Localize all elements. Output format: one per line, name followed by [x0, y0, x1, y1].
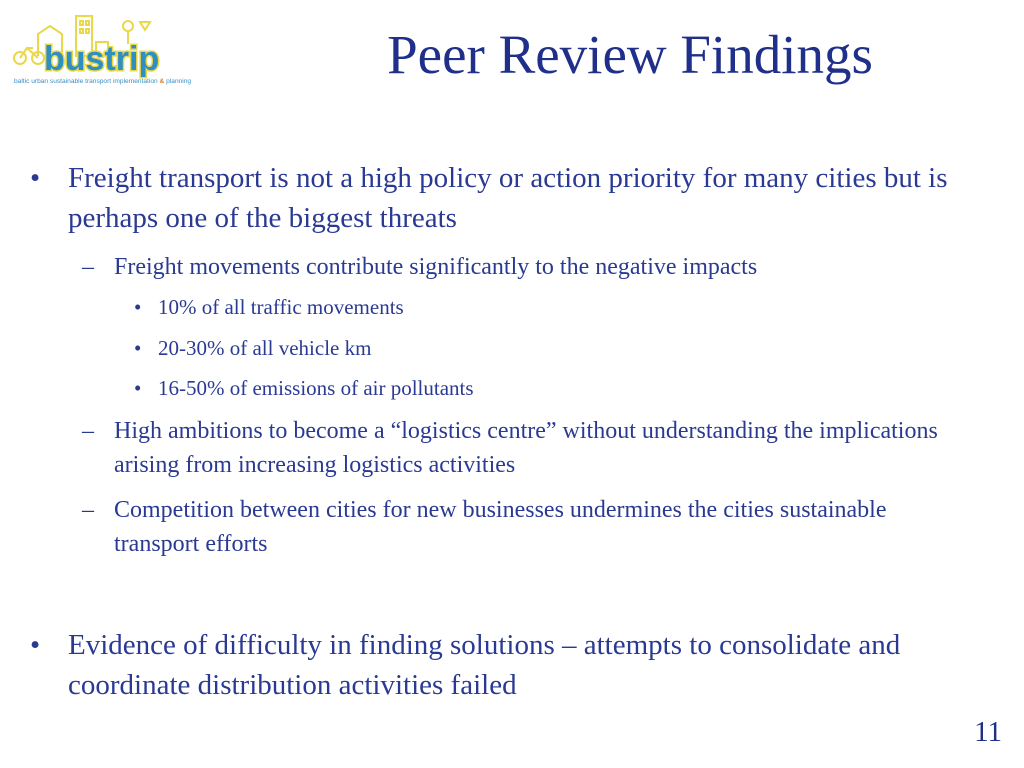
dot-marker: • [134, 336, 142, 360]
stat-text: 20-30% of all vehicle km [158, 336, 372, 360]
sub-bullet-competition [82, 493, 974, 561]
page-number: 11 [974, 716, 1002, 748]
sub-bullet-text: High ambitions to become a “logistics centre” without understanding the implications arising from increasing logistics activities [114, 418, 938, 478]
bullet-freight-priority [30, 158, 968, 238]
stat-emissions [134, 373, 958, 403]
bullet-marker: • [30, 629, 41, 661]
logo-tagline: baltic urban sustainable transport implementation & planning [14, 78, 192, 85]
stat-traffic-movements [134, 292, 958, 322]
dash-marker: – [82, 254, 94, 280]
bullet-marker: • [30, 162, 41, 194]
slide-title: Peer Review Findings [387, 24, 873, 85]
sub-bullet-logistics-centre [82, 414, 974, 482]
dot-marker: • [134, 376, 142, 400]
sub-bullet-text: Competition between cities for new businesses undermines the cities sustainable transport efforts [114, 497, 887, 557]
bullet-text: Evidence of difficulty in finding solutions – attempts to consolidate and coordinate distribution activities failed [68, 629, 901, 701]
bullet-evidence-difficulty [30, 625, 968, 705]
bullet-text: Freight transport is not a high policy or action priority for many cities but is perhaps one of the biggest threats [68, 162, 948, 234]
dash-marker: – [82, 418, 94, 444]
dash-marker: – [82, 497, 94, 523]
stat-text: 16-50% of emissions of air pollutants [158, 376, 474, 400]
stat-text: 10% of all traffic movements [158, 295, 404, 319]
dot-marker: • [134, 295, 142, 319]
logo-brand-text: bustrip [44, 40, 160, 78]
sub-bullet-text: Freight movements contribute significantly to the negative impacts [114, 254, 758, 280]
stat-vehicle-km [134, 333, 958, 363]
sub-bullet-freight-movements [82, 250, 974, 284]
